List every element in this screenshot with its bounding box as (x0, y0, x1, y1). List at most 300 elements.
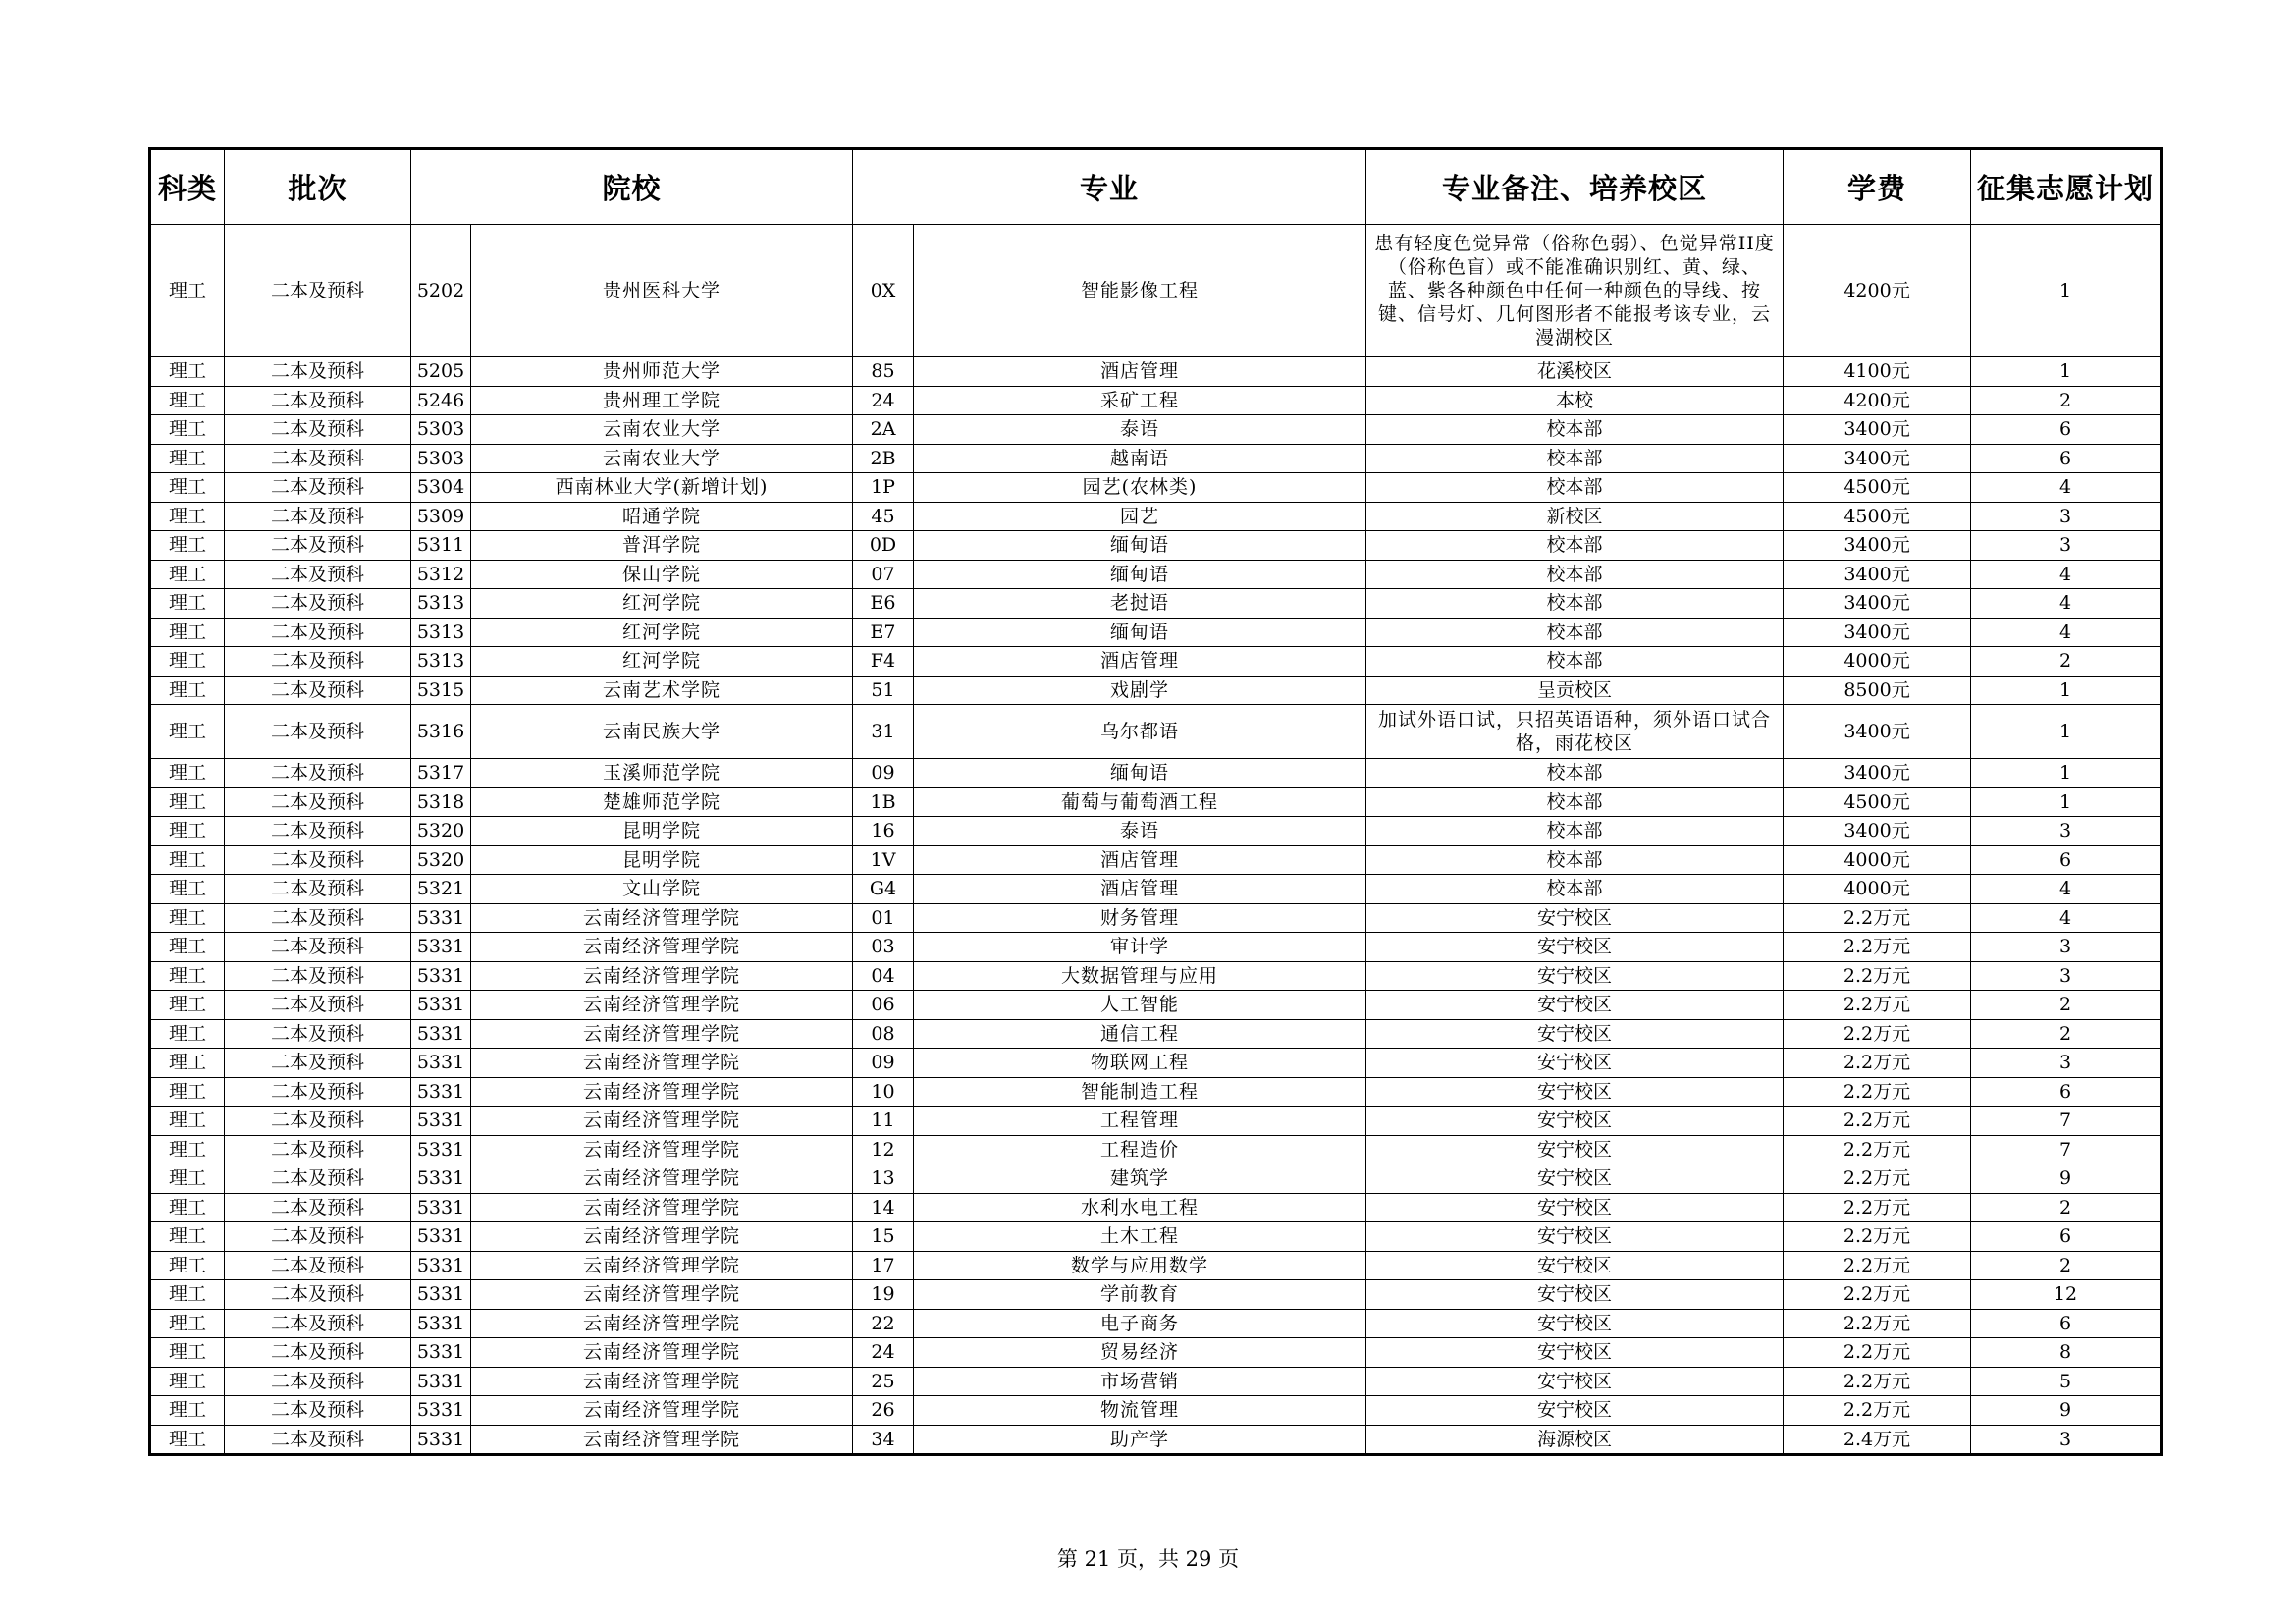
cell-category: 理工 (150, 225, 225, 357)
cell-notes: 花溪校区 (1366, 357, 1784, 387)
cell-notes: 安宁校区 (1366, 1049, 1784, 1078)
cell-school-code: 5331 (411, 961, 471, 991)
cell-school-code: 5205 (411, 357, 471, 387)
header-category: 科类 (150, 149, 225, 225)
table-row (150, 1396, 2162, 1426)
table-row (150, 676, 2162, 705)
cell-batch: 二本及预科 (225, 618, 411, 647)
cell-category: 理工 (150, 933, 225, 962)
cell-category: 理工 (150, 444, 225, 473)
table-row (150, 1107, 2162, 1136)
cell-notes: 校本部 (1366, 531, 1784, 561)
cell-tuition: 3400元 (1784, 705, 1971, 759)
cell-notes: 安宁校区 (1366, 961, 1784, 991)
cell-plan: 1 (1971, 787, 2162, 817)
cell-major-code: 85 (853, 357, 914, 387)
table-row (150, 1077, 2162, 1107)
cell-plan: 3 (1971, 502, 2162, 531)
cell-school-code: 5331 (411, 1251, 471, 1280)
cell-category: 理工 (150, 705, 225, 759)
cell-tuition: 2.2万元 (1784, 1338, 1971, 1368)
cell-major-name: 工程造价 (914, 1135, 1366, 1164)
cell-school-code: 5331 (411, 991, 471, 1020)
cell-major-name: 缅甸语 (914, 759, 1366, 788)
cell-school-name: 云南经济管理学院 (471, 1309, 853, 1338)
cell-notes: 新校区 (1366, 502, 1784, 531)
cell-notes: 校本部 (1366, 415, 1784, 445)
cell-notes: 安宁校区 (1366, 991, 1784, 1020)
cell-batch: 二本及预科 (225, 1309, 411, 1338)
cell-school-name: 贵州理工学院 (471, 386, 853, 415)
table-row (150, 531, 2162, 561)
table-row (150, 991, 2162, 1020)
cell-school-name: 文山学院 (471, 875, 853, 904)
cell-batch: 二本及预科 (225, 787, 411, 817)
cell-major-name: 酒店管理 (914, 647, 1366, 677)
cell-notes: 校本部 (1366, 473, 1784, 503)
cell-school-name: 云南经济管理学院 (471, 1367, 853, 1396)
table-row (150, 961, 2162, 991)
cell-tuition: 2.2万元 (1784, 1251, 1971, 1280)
cell-plan: 8 (1971, 1338, 2162, 1368)
cell-major-name: 通信工程 (914, 1019, 1366, 1049)
cell-plan: 4 (1971, 903, 2162, 933)
cell-notes: 安宁校区 (1366, 1338, 1784, 1368)
cell-category: 理工 (150, 647, 225, 677)
cell-batch: 二本及预科 (225, 1193, 411, 1222)
cell-major-code: 19 (853, 1280, 914, 1310)
table-row (150, 1019, 2162, 1049)
cell-major-code: 09 (853, 759, 914, 788)
cell-major-name: 采矿工程 (914, 386, 1366, 415)
cell-major-code: 24 (853, 1338, 914, 1368)
cell-tuition: 3400元 (1784, 444, 1971, 473)
table-row (150, 1367, 2162, 1396)
cell-batch: 二本及预科 (225, 444, 411, 473)
cell-school-code: 5331 (411, 1396, 471, 1426)
cell-tuition: 2.2万元 (1784, 1193, 1971, 1222)
cell-school-code: 5331 (411, 1135, 471, 1164)
cell-major-code: F4 (853, 647, 914, 677)
cell-batch: 二本及预科 (225, 225, 411, 357)
cell-category: 理工 (150, 903, 225, 933)
cell-batch: 二本及预科 (225, 845, 411, 875)
table-row (150, 618, 2162, 647)
cell-school-name: 云南经济管理学院 (471, 1077, 853, 1107)
cell-plan: 1 (1971, 759, 2162, 788)
cell-category: 理工 (150, 1309, 225, 1338)
cell-school-name: 贵州医科大学 (471, 225, 853, 357)
cell-plan: 4 (1971, 618, 2162, 647)
cell-school-code: 5320 (411, 845, 471, 875)
page-number: 第 21 页，共 29 页 (1056, 1547, 1240, 1571)
cell-batch: 二本及预科 (225, 903, 411, 933)
cell-major-code: E6 (853, 589, 914, 619)
cell-major-name: 缅甸语 (914, 618, 1366, 647)
cell-notes: 安宁校区 (1366, 933, 1784, 962)
cell-category: 理工 (150, 817, 225, 846)
cell-batch: 二本及预科 (225, 1367, 411, 1396)
cell-tuition: 4500元 (1784, 502, 1971, 531)
table-row (150, 647, 2162, 677)
cell-notes: 校本部 (1366, 817, 1784, 846)
cell-major-name: 缅甸语 (914, 531, 1366, 561)
cell-category: 理工 (150, 357, 225, 387)
cell-tuition: 2.2万元 (1784, 903, 1971, 933)
cell-plan: 2 (1971, 1251, 2162, 1280)
cell-school-code: 5312 (411, 560, 471, 589)
cell-plan: 4 (1971, 473, 2162, 503)
cell-plan: 2 (1971, 1193, 2162, 1222)
cell-major-code: 2A (853, 415, 914, 445)
cell-major-code: 17 (853, 1251, 914, 1280)
cell-batch: 二本及预科 (225, 357, 411, 387)
cell-major-name: 物联网工程 (914, 1049, 1366, 1078)
cell-notes: 校本部 (1366, 787, 1784, 817)
cell-school-code: 5303 (411, 444, 471, 473)
cell-notes: 安宁校区 (1366, 1251, 1784, 1280)
cell-tuition: 2.2万元 (1784, 1280, 1971, 1310)
cell-major-code: 0D (853, 531, 914, 561)
cell-tuition: 3400元 (1784, 589, 1971, 619)
cell-category: 理工 (150, 589, 225, 619)
cell-plan: 6 (1971, 444, 2162, 473)
cell-major-code: 45 (853, 502, 914, 531)
table-body (150, 225, 2162, 1455)
cell-major-name: 戏剧学 (914, 676, 1366, 705)
cell-major-code: 24 (853, 386, 914, 415)
cell-plan: 6 (1971, 415, 2162, 445)
cell-school-code: 5331 (411, 903, 471, 933)
cell-major-name: 财务管理 (914, 903, 1366, 933)
cell-major-code: 16 (853, 817, 914, 846)
cell-major-name: 人工智能 (914, 991, 1366, 1020)
header-batch: 批次 (225, 149, 411, 225)
cell-major-name: 智能影像工程 (914, 225, 1366, 357)
cell-category: 理工 (150, 1222, 225, 1252)
cell-major-name: 园艺 (914, 502, 1366, 531)
cell-category: 理工 (150, 1164, 225, 1194)
cell-major-code: 15 (853, 1222, 914, 1252)
cell-school-code: 5246 (411, 386, 471, 415)
cell-major-code: G4 (853, 875, 914, 904)
table-row (150, 1251, 2162, 1280)
cell-school-code: 5313 (411, 618, 471, 647)
cell-major-name: 水利水电工程 (914, 1193, 1366, 1222)
cell-school-name: 云南经济管理学院 (471, 1107, 853, 1136)
cell-batch: 二本及预科 (225, 386, 411, 415)
cell-school-code: 5331 (411, 1222, 471, 1252)
cell-tuition: 4000元 (1784, 875, 1971, 904)
cell-batch: 二本及预科 (225, 991, 411, 1020)
cell-batch: 二本及预科 (225, 415, 411, 445)
cell-category: 理工 (150, 473, 225, 503)
header-tuition: 学费 (1784, 149, 1971, 225)
cell-major-code: 13 (853, 1164, 914, 1194)
cell-plan: 6 (1971, 845, 2162, 875)
cell-plan: 2 (1971, 991, 2162, 1020)
cell-tuition: 4200元 (1784, 386, 1971, 415)
table-row (150, 1164, 2162, 1194)
cell-notes: 校本部 (1366, 560, 1784, 589)
cell-school-name: 云南经济管理学院 (471, 1280, 853, 1310)
header-notes: 专业备注、培养校区 (1366, 149, 1784, 225)
cell-major-code: 12 (853, 1135, 914, 1164)
cell-school-name: 云南民族大学 (471, 705, 853, 759)
cell-major-code: 06 (853, 991, 914, 1020)
cell-batch: 二本及预科 (225, 560, 411, 589)
cell-school-name: 云南经济管理学院 (471, 991, 853, 1020)
cell-notes: 校本部 (1366, 618, 1784, 647)
cell-notes: 安宁校区 (1366, 1077, 1784, 1107)
cell-tuition: 2.2万元 (1784, 1107, 1971, 1136)
table-row (150, 705, 2162, 759)
cell-notes: 安宁校区 (1366, 1280, 1784, 1310)
table-row (150, 875, 2162, 904)
cell-major-code: 07 (853, 560, 914, 589)
cell-tuition: 2.2万元 (1784, 1222, 1971, 1252)
cell-tuition: 3400元 (1784, 531, 1971, 561)
cell-category: 理工 (150, 1251, 225, 1280)
cell-school-code: 5331 (411, 1280, 471, 1310)
cell-major-code: 01 (853, 903, 914, 933)
cell-school-code: 5316 (411, 705, 471, 759)
cell-major-code: 04 (853, 961, 914, 991)
cell-batch: 二本及预科 (225, 1251, 411, 1280)
admission-plan-table (148, 147, 2163, 1456)
cell-notes: 安宁校区 (1366, 1135, 1784, 1164)
cell-plan: 9 (1971, 1396, 2162, 1426)
cell-notes: 安宁校区 (1366, 1309, 1784, 1338)
table-row (150, 1280, 2162, 1310)
cell-school-code: 5304 (411, 473, 471, 503)
cell-major-code: 26 (853, 1396, 914, 1426)
cell-plan: 3 (1971, 961, 2162, 991)
cell-notes: 安宁校区 (1366, 1222, 1784, 1252)
cell-school-code: 5331 (411, 1164, 471, 1194)
cell-school-code: 5320 (411, 817, 471, 846)
cell-category: 理工 (150, 415, 225, 445)
cell-notes: 加试外语口试，只招英语语种，须外语口试合格，雨花校区 (1366, 705, 1784, 759)
cell-school-name: 云南经济管理学院 (471, 933, 853, 962)
cell-major-name: 葡萄与葡萄酒工程 (914, 787, 1366, 817)
cell-tuition: 2.4万元 (1784, 1425, 1971, 1455)
cell-category: 理工 (150, 531, 225, 561)
cell-plan: 1 (1971, 676, 2162, 705)
cell-plan: 2 (1971, 647, 2162, 677)
cell-major-name: 贸易经济 (914, 1338, 1366, 1368)
table-row (150, 1193, 2162, 1222)
cell-school-name: 红河学院 (471, 589, 853, 619)
cell-notes: 安宁校区 (1366, 1193, 1784, 1222)
cell-batch: 二本及预科 (225, 1077, 411, 1107)
table-row (150, 386, 2162, 415)
cell-school-code: 5331 (411, 1367, 471, 1396)
cell-major-name: 酒店管理 (914, 875, 1366, 904)
cell-major-name: 园艺(农林类) (914, 473, 1366, 503)
cell-plan: 1 (1971, 357, 2162, 387)
cell-major-name: 建筑学 (914, 1164, 1366, 1194)
cell-school-name: 昆明学院 (471, 845, 853, 875)
cell-category: 理工 (150, 1077, 225, 1107)
cell-tuition: 2.2万元 (1784, 1164, 1971, 1194)
cell-major-code: 1P (853, 473, 914, 503)
cell-category: 理工 (150, 1049, 225, 1078)
table-row (150, 444, 2162, 473)
table-row (150, 502, 2162, 531)
cell-category: 理工 (150, 502, 225, 531)
cell-notes: 本校 (1366, 386, 1784, 415)
header-major: 专业 (853, 149, 1366, 225)
cell-school-name: 贵州师范大学 (471, 357, 853, 387)
cell-plan: 2 (1971, 386, 2162, 415)
cell-batch: 二本及预科 (225, 1107, 411, 1136)
cell-tuition: 4500元 (1784, 473, 1971, 503)
cell-major-name: 老挝语 (914, 589, 1366, 619)
cell-major-name: 数学与应用数学 (914, 1251, 1366, 1280)
cell-school-code: 5331 (411, 933, 471, 962)
cell-tuition: 4200元 (1784, 225, 1971, 357)
cell-plan: 3 (1971, 933, 2162, 962)
cell-major-code: 22 (853, 1309, 914, 1338)
cell-category: 理工 (150, 1280, 225, 1310)
cell-notes: 安宁校区 (1366, 1164, 1784, 1194)
cell-school-code: 5311 (411, 531, 471, 561)
table-row (150, 415, 2162, 445)
cell-batch: 二本及预科 (225, 1425, 411, 1455)
table-row (150, 357, 2162, 387)
cell-batch: 二本及预科 (225, 1135, 411, 1164)
cell-school-code: 5331 (411, 1338, 471, 1368)
cell-batch: 二本及预科 (225, 933, 411, 962)
cell-batch: 二本及预科 (225, 1280, 411, 1310)
cell-notes: 海源校区 (1366, 1425, 1784, 1455)
cell-category: 理工 (150, 1135, 225, 1164)
cell-plan: 1 (1971, 225, 2162, 357)
cell-tuition: 2.2万元 (1784, 1077, 1971, 1107)
table-row (150, 1425, 2162, 1455)
table-row (150, 589, 2162, 619)
cell-school-name: 昆明学院 (471, 817, 853, 846)
cell-major-code: 34 (853, 1425, 914, 1455)
cell-category: 理工 (150, 1107, 225, 1136)
cell-major-name: 助产学 (914, 1425, 1366, 1455)
cell-plan: 7 (1971, 1135, 2162, 1164)
cell-school-name: 云南经济管理学院 (471, 1425, 853, 1455)
cell-major-name: 电子商务 (914, 1309, 1366, 1338)
cell-school-name: 昭通学院 (471, 502, 853, 531)
cell-school-code: 5331 (411, 1049, 471, 1078)
cell-major-code: 2B (853, 444, 914, 473)
cell-tuition: 3400元 (1784, 817, 1971, 846)
cell-school-name: 云南经济管理学院 (471, 1049, 853, 1078)
cell-notes: 安宁校区 (1366, 1107, 1784, 1136)
cell-major-name: 市场营销 (914, 1367, 1366, 1396)
table-row (150, 1135, 2162, 1164)
cell-category: 理工 (150, 560, 225, 589)
table-row (150, 225, 2162, 357)
cell-school-name: 云南农业大学 (471, 444, 853, 473)
cell-major-name: 越南语 (914, 444, 1366, 473)
cell-plan: 12 (1971, 1280, 2162, 1310)
cell-plan: 2 (1971, 1019, 2162, 1049)
cell-major-name: 审计学 (914, 933, 1366, 962)
cell-major-code: 31 (853, 705, 914, 759)
cell-plan: 6 (1971, 1309, 2162, 1338)
cell-school-name: 云南经济管理学院 (471, 1251, 853, 1280)
cell-plan: 9 (1971, 1164, 2162, 1194)
cell-major-code: 03 (853, 933, 914, 962)
cell-batch: 二本及预科 (225, 1019, 411, 1049)
cell-school-code: 5331 (411, 1019, 471, 1049)
cell-school-name: 云南经济管理学院 (471, 1338, 853, 1368)
cell-major-name: 乌尔都语 (914, 705, 1366, 759)
cell-notes: 校本部 (1366, 875, 1784, 904)
cell-school-name: 云南艺术学院 (471, 676, 853, 705)
cell-batch: 二本及预科 (225, 589, 411, 619)
cell-notes: 校本部 (1366, 845, 1784, 875)
cell-plan: 5 (1971, 1367, 2162, 1396)
cell-batch: 二本及预科 (225, 1222, 411, 1252)
cell-school-code: 5309 (411, 502, 471, 531)
cell-tuition: 3400元 (1784, 415, 1971, 445)
cell-category: 理工 (150, 961, 225, 991)
table-row (150, 1309, 2162, 1338)
cell-notes: 校本部 (1366, 444, 1784, 473)
cell-major-name: 智能制造工程 (914, 1077, 1366, 1107)
cell-tuition: 2.2万元 (1784, 933, 1971, 962)
cell-school-code: 5331 (411, 1425, 471, 1455)
cell-major-code: 1B (853, 787, 914, 817)
cell-school-code: 5321 (411, 875, 471, 904)
cell-school-name: 红河学院 (471, 618, 853, 647)
cell-batch: 二本及预科 (225, 473, 411, 503)
cell-school-name: 西南林业大学(新增计划) (471, 473, 853, 503)
cell-major-code: 25 (853, 1367, 914, 1396)
cell-major-code: 10 (853, 1077, 914, 1107)
table-row (150, 560, 2162, 589)
cell-category: 理工 (150, 1019, 225, 1049)
cell-plan: 6 (1971, 1077, 2162, 1107)
cell-tuition: 3400元 (1784, 618, 1971, 647)
cell-tuition: 2.2万元 (1784, 991, 1971, 1020)
cell-category: 理工 (150, 787, 225, 817)
cell-category: 理工 (150, 386, 225, 415)
table-row (150, 903, 2162, 933)
cell-notes: 校本部 (1366, 759, 1784, 788)
cell-tuition: 4000元 (1784, 647, 1971, 677)
cell-school-code: 5318 (411, 787, 471, 817)
table-row (150, 1222, 2162, 1252)
cell-category: 理工 (150, 1425, 225, 1455)
cell-major-name: 酒店管理 (914, 357, 1366, 387)
cell-major-code: 1V (853, 845, 914, 875)
table-row (150, 1049, 2162, 1078)
cell-category: 理工 (150, 875, 225, 904)
cell-major-code: 14 (853, 1193, 914, 1222)
cell-plan: 4 (1971, 875, 2162, 904)
cell-category: 理工 (150, 1338, 225, 1368)
cell-tuition: 2.2万元 (1784, 1396, 1971, 1426)
cell-notes: 安宁校区 (1366, 1367, 1784, 1396)
cell-category: 理工 (150, 1193, 225, 1222)
cell-tuition: 2.2万元 (1784, 1135, 1971, 1164)
cell-tuition: 2.2万元 (1784, 1019, 1971, 1049)
cell-notes: 校本部 (1366, 589, 1784, 619)
cell-notes: 安宁校区 (1366, 1396, 1784, 1426)
table-header-row (150, 149, 2162, 225)
cell-plan: 3 (1971, 1049, 2162, 1078)
